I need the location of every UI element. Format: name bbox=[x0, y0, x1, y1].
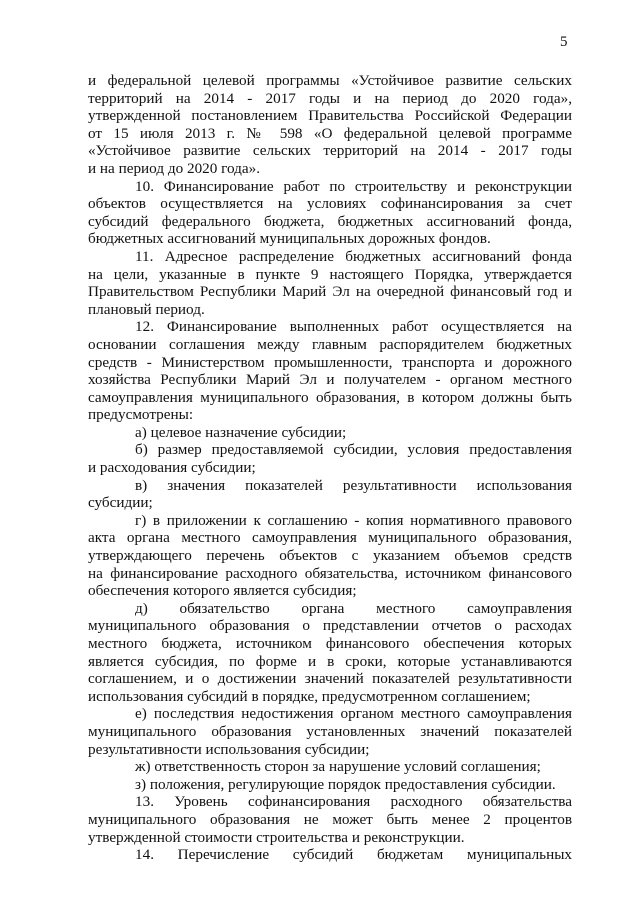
text-line: субсидии; bbox=[88, 494, 153, 512]
text-line: д) обязательство органа местного самоуправления bbox=[135, 599, 572, 617]
text-line: е) последствия недостижения органом местного самоуправления bbox=[135, 705, 572, 723]
text-line: утверждающего перечень объектов с указанием объемов средств bbox=[88, 547, 572, 565]
text-line: в) значения показателей результативности использования bbox=[135, 476, 572, 494]
text-line: и на период до 2020 года». bbox=[88, 159, 261, 177]
text-line: и расходования субсидии; bbox=[88, 459, 256, 477]
text-line: муниципального образования установленных значений показателей bbox=[88, 722, 572, 740]
text-line: территорий на 2014 - 2017 годы и на период до 2020 года», bbox=[88, 89, 572, 107]
text-line: ж) ответственность сторон за нарушение условий соглашения; bbox=[135, 758, 541, 776]
text-line: обеспечения которого является субсидия; bbox=[88, 582, 357, 600]
text-line: результативности использования субсидии; bbox=[88, 740, 370, 758]
text-line: 12. Финансирование выполненных работ осуществляется на bbox=[135, 318, 572, 336]
text-line: хозяйства Республики Марий Эл и получателем - органом местного bbox=[88, 371, 572, 389]
text-line: з) положения, регулирующие порядок предоставления субсидии. bbox=[135, 775, 556, 793]
text-line: 14. Перечисление субсидий бюджетам муниципальных bbox=[135, 846, 572, 864]
text-line: средств - Министерством промышленности, транспорта и дорожного bbox=[88, 353, 572, 371]
text-line: является субсидия, по форме и в сроки, которые устанавливаются bbox=[88, 652, 572, 670]
text-line: 11. Адресное распределение бюджетных ассигнований фонда bbox=[135, 247, 572, 265]
page-number: 5 bbox=[560, 34, 568, 50]
text-line: муниципального образования о представлении отчетов о расходах bbox=[88, 617, 572, 635]
text-line: использования субсидий в порядке, предусмотренном соглашением; bbox=[88, 687, 531, 705]
text-line: на цели, указанные в пункте 9 настоящего Порядка, утверждается bbox=[88, 265, 572, 283]
text-line: Правительством Республики Марий Эл на очередной финансовый год и bbox=[88, 283, 572, 301]
text-line: г) в приложении к соглашению - копия нормативного правового bbox=[135, 511, 572, 529]
text-line: объектов осуществляется на условиях софинансирования за счет bbox=[88, 195, 572, 213]
text-line: местного бюджета, источником финансового обеспечения которых bbox=[88, 635, 572, 652]
text-line: предусмотрены: bbox=[88, 406, 194, 424]
text-line: соглашением, и о достижении значений показателей результативности bbox=[88, 670, 572, 688]
text-line: самоуправления муниципального образования, в котором должны быть bbox=[88, 388, 572, 406]
text-line: акта органа местного самоуправления муниципального образования, bbox=[88, 529, 572, 547]
text-line: «Устойчивое развитие сельских территорий на 2014 - 2017 годы bbox=[88, 142, 572, 160]
text-line: б) размер предоставляемой субсидии, условия предоставления bbox=[135, 441, 572, 459]
text-line: утвержденной постановлением Правительства Российской Федерации bbox=[88, 107, 572, 125]
text-line: основании соглашения между главным распорядителем бюджетных bbox=[88, 335, 572, 353]
text-line: и федеральной целевой программы «Устойчивое развитие сельских bbox=[88, 72, 572, 89]
text-line: бюджетных ассигнований муниципальных дорожных фондов. bbox=[88, 230, 491, 248]
document-body bbox=[88, 72, 572, 864]
text-line: муниципального образования не может быть менее 2 процентов bbox=[88, 810, 572, 828]
text-line: от 15 июля 2013 г. № 598 «О федеральной целевой программе bbox=[88, 124, 572, 142]
text-line: плановый период. bbox=[88, 300, 205, 318]
text-line: утвержденной стоимости строительства и реконструкции. bbox=[88, 828, 465, 846]
text-line: 13. Уровень софинансирования расходного обязательства bbox=[135, 793, 572, 811]
text-line: 10. Финансирование работ по строительству и реконструкции bbox=[135, 177, 572, 195]
text-line: на финансирование расходного обязательства, источником финансового bbox=[88, 564, 572, 582]
text-line: а) целевое назначение субсидии; bbox=[135, 423, 347, 441]
text-line: субсидий федерального бюджета, бюджетных ассигнований фонда, bbox=[88, 212, 572, 230]
